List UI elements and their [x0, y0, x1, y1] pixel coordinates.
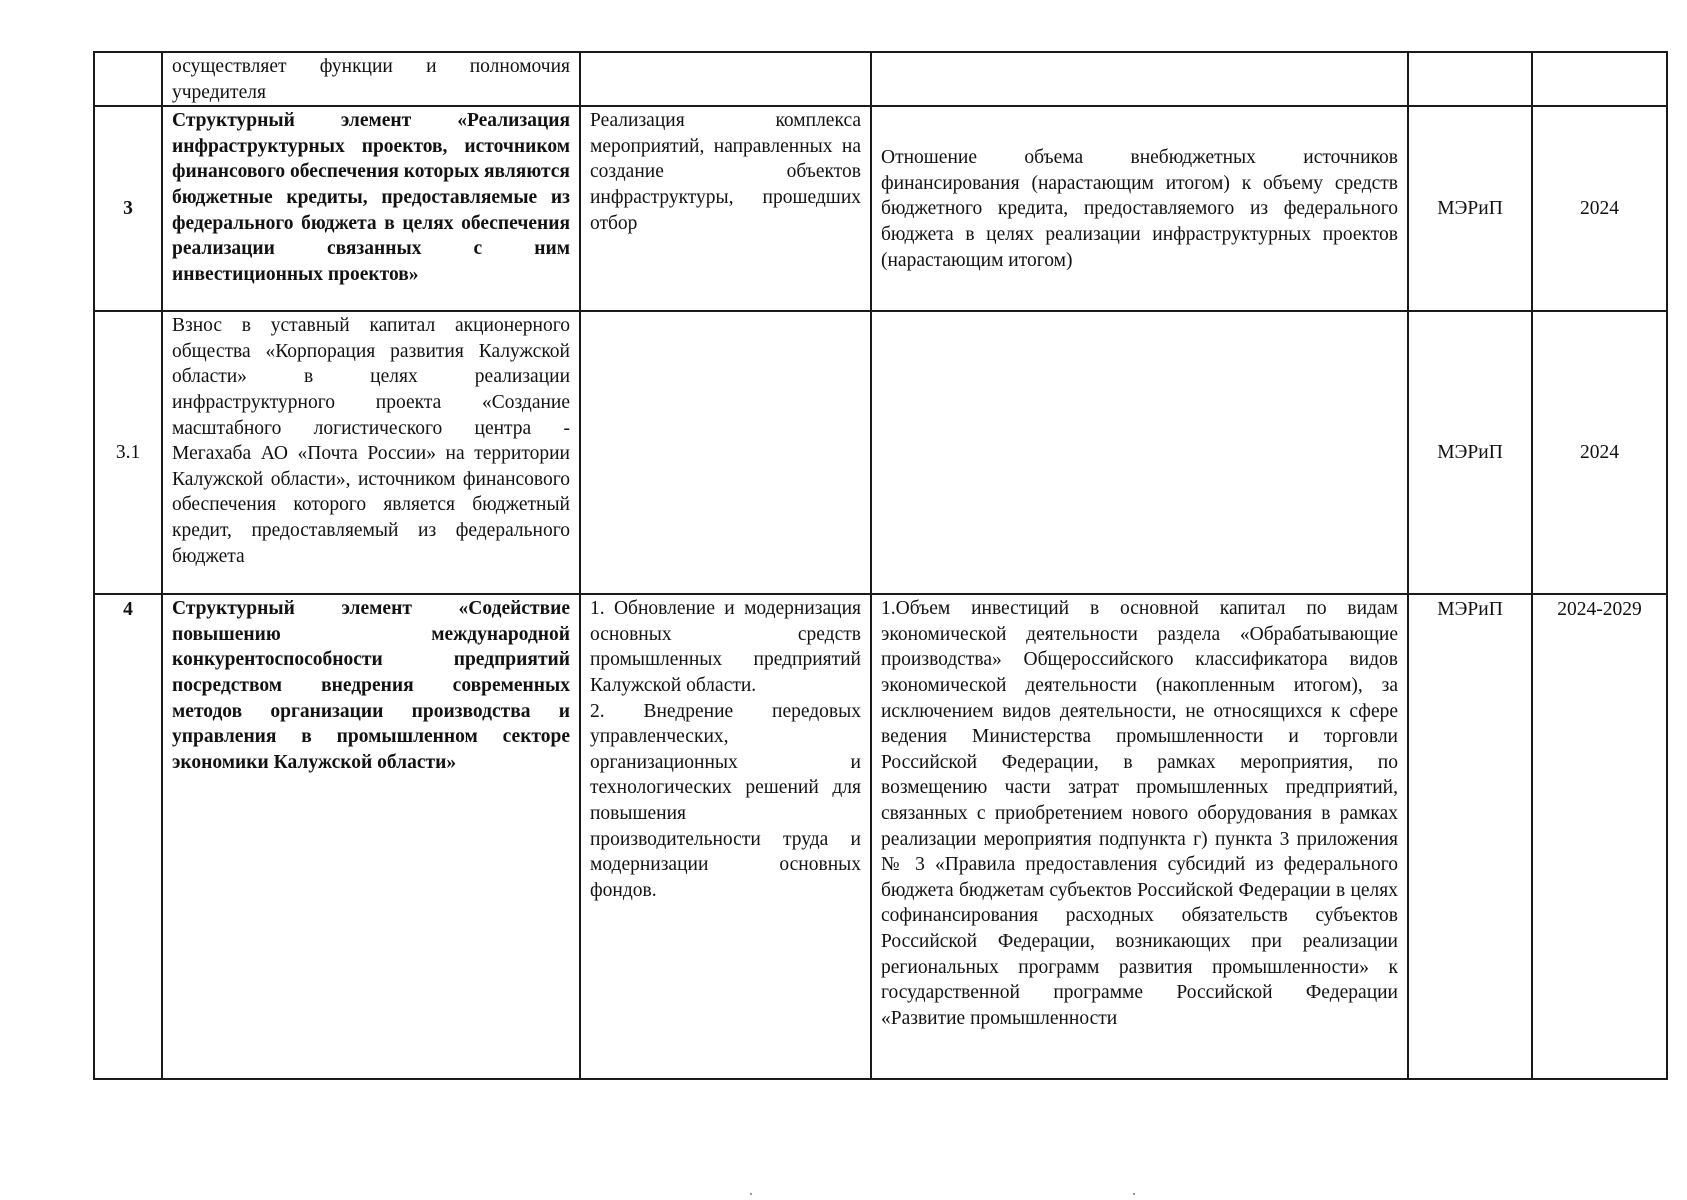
period-cell: 2024	[1532, 311, 1667, 594]
table-row	[94, 311, 1667, 594]
responsible-cell: МЭРиП	[1408, 311, 1532, 594]
task-item: 1. Обновление и модернизация основных средств промышленных предприятий Калужской области.	[590, 598, 861, 696]
scan-speck	[1133, 1193, 1135, 1195]
period-cell	[1532, 52, 1667, 106]
indicators-cell	[871, 52, 1408, 106]
row-number: 3	[94, 106, 162, 311]
table-row	[94, 52, 1667, 106]
tasks-cell	[580, 106, 871, 311]
row-number	[94, 52, 162, 106]
tasks-cell	[580, 594, 871, 1079]
task-item: Реализация комплекса мероприятий, направленных на создание объектов инфраструктуры, прошедших отбор	[590, 110, 861, 234]
row-number: 4	[94, 594, 162, 1079]
measures-table	[93, 51, 1668, 1080]
indicator-item: Отношение объема внебюджетных источников финансирования (нарастающим итогом) к объему средств бюджетного кредита, предоставляемого из федерального бюджета в целях реализации инфраструктурных проектов (нарастающим итогом)	[881, 147, 1398, 271]
table-row	[94, 594, 1667, 1079]
structural-element-cell: Взнос в уставный капитал акционерного общества «Корпорация развития Калужской области» в целях реализации инфраструктурного проекта «Создание масштабного логистического центра - Мегахаба АО «Почта России» на территории Калужской области», источником финансового обеспечения которого является бюджетный кредит, предоставляемый из федерального бюджета	[162, 311, 580, 594]
responsible-cell	[1408, 52, 1532, 106]
task-item: 2. Внедрение передовых управленческих, организационных и технологических решений для повышения производительности труда и модернизации основных фондов.	[590, 700, 861, 901]
scan-speck	[750, 1193, 752, 1195]
responsible-cell: МЭРиП	[1408, 106, 1532, 311]
indicators-cell	[871, 594, 1408, 1079]
indicators-cell	[871, 311, 1408, 594]
structural-element-cell: Структурный элемент «Содействие повышению международной конкурентоспособности предприятий посредством внедрения современных методов организации производства и управления в промышленном секторе экономики Калужской области»	[162, 594, 580, 1079]
indicator-item: 1.Объем инвестиций в основной капитал по видам экономической деятельности раздела «Обрабатывающие производства» Общероссийского классификатора видов экономической деятельности (накопленным итогом), за исключением видов деятельности, не относящихся к сфере ведения Министерства промышленности и торговли Российской Федерации, в рамках мероприятия, по возмещению части затрат промышленных предприятий, связанных с приобретением нового оборудования в рамках реализации мероприятия подпункта г) пункта 3 приложения № 3 «Правила предоставления субсидий из федерального бюджета бюджетам субъектов Российской Федерации в целях софинансирования расходных обязательств субъектов Российской Федерации, возникающих при реализации региональных программ развития промышленности» к государственной программе Российской Федерации «Развитие промышленности	[881, 598, 1398, 1029]
tasks-cell	[580, 52, 871, 106]
table-row	[94, 106, 1667, 311]
tasks-cell	[580, 311, 871, 594]
indicators-cell	[871, 106, 1408, 311]
structural-element-cell: Структурный элемент «Реализация инфраструктурных проектов, источником финансового обеспечения которых являются бюджетные кредиты, предоставляемые из федерального бюджета в целях обеспечения реализации связанных с ним инвестиционных проектов»	[162, 106, 580, 311]
structural-element-cell: осуществляет функции и полномочия учредителя	[162, 52, 580, 106]
period-cell: 2024	[1532, 106, 1667, 311]
row-number: 3.1	[94, 311, 162, 594]
responsible-cell: МЭРиП	[1408, 594, 1532, 1079]
period-cell: 2024-2029	[1532, 594, 1667, 1079]
